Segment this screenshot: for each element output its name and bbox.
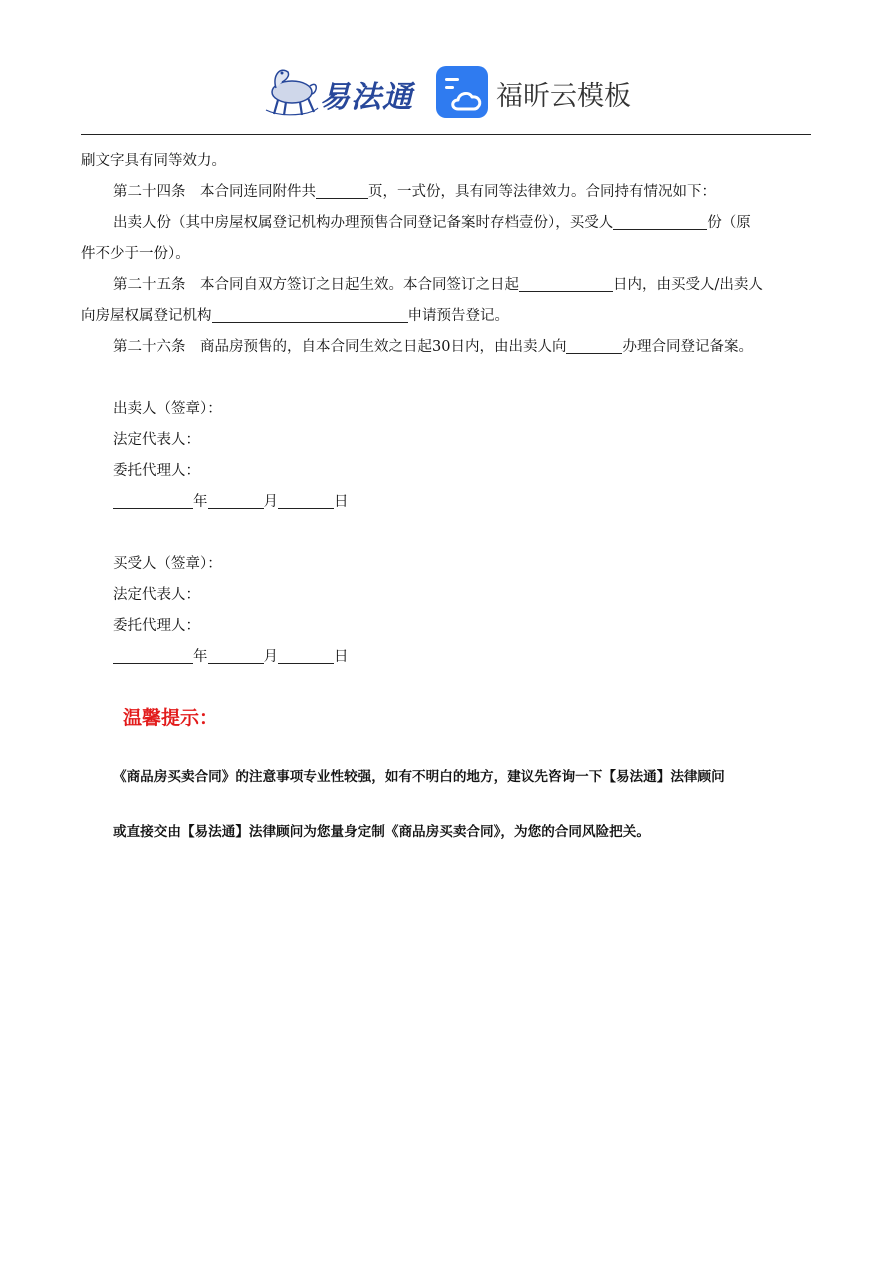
buyer-agent [81,611,811,642]
seller-agent [81,456,811,487]
blank-field [519,273,613,292]
date-unit: 月 [263,494,278,510]
spacer [81,363,811,394]
yifatong-logo-text: 易法通 [320,80,413,115]
hint-text-line-2: 或直接交由【易法通】法律顾问为您量身定制《商品房买卖合同》，为您的合同风险把关。 [113,824,650,840]
article-26 [81,332,811,363]
article-24 [81,177,811,208]
paragraph-line [81,301,811,332]
blank-field [208,645,264,664]
body-text: 申请预告登记。 [407,308,509,324]
blank-field [113,490,193,509]
paragraph-line [81,146,811,177]
hint-text-line-1: 《商品房买卖合同》的注意事项专业性较强，如有不明白的地方，建议先咨询一下【易法通】法律顾问 [113,769,725,785]
foxit-template-logo-text: 福昕云模板 [496,81,631,112]
seller-date [81,487,811,518]
qilin-icon [262,62,320,118]
label-text: 法定代表人： [113,432,200,448]
spacer [81,518,811,549]
label-text: 委托代理人： [113,463,200,479]
blank-field [566,335,622,354]
blank-field [212,304,408,323]
date-unit: 月 [263,649,278,665]
label-text: 出卖人（签章）： [113,401,222,417]
body-text: 页，一式份，具有同等法律效力。合同持有情况如下： [368,184,716,200]
body-text: 向房屋权属登记机构 [81,308,212,324]
page-header [0,0,893,130]
date-unit: 年 [193,494,208,510]
contract-body [81,146,811,673]
hint-title: 温馨提示： [123,707,219,729]
body-text: 刷文字具有同等效力。 [81,153,226,169]
seller-signature-label [81,394,811,425]
label-text: 法定代表人： [113,587,200,603]
article-25 [81,270,811,301]
body-text: 件不少于一份）。 [81,246,190,262]
label-text: 委托代理人： [113,618,200,634]
buyer-legal-rep [81,580,811,611]
body-text: 日内，由买受人/出卖人 [613,277,763,293]
body-text: 第二十六条 商品房预售的，自本合同生效之日起30日内，由出卖人向 [113,339,567,355]
seller-legal-rep [81,425,811,456]
blank-field [113,645,193,664]
body-text: 出卖人份（其中房屋权属登记机构办理预售合同登记备案时存档壹份），买受人 [113,215,614,231]
date-unit: 年 [193,649,208,665]
blank-field [278,645,334,664]
blank-field [278,490,334,509]
blank-field [208,490,264,509]
buyer-date [81,642,811,673]
date-unit: 日 [334,494,349,510]
date-unit: 日 [334,649,349,665]
blank-field [613,211,707,230]
body-text: 办理合同登记备案。 [622,339,753,355]
buyer-signature-label [81,549,811,580]
paragraph-line [81,239,811,270]
body-text: 第二十五条 本合同自双方签订之日起生效。本合同签订之日起 [113,277,519,293]
paragraph-line [81,208,811,239]
label-text: 买受人（签章）： [113,556,222,572]
body-text: 第二十四条 本合同连同附件共 [113,184,316,200]
body-text: 份（原 [707,215,751,231]
blank-field [316,180,368,199]
cloud-document-icon [436,66,488,118]
header-divider [81,134,811,135]
